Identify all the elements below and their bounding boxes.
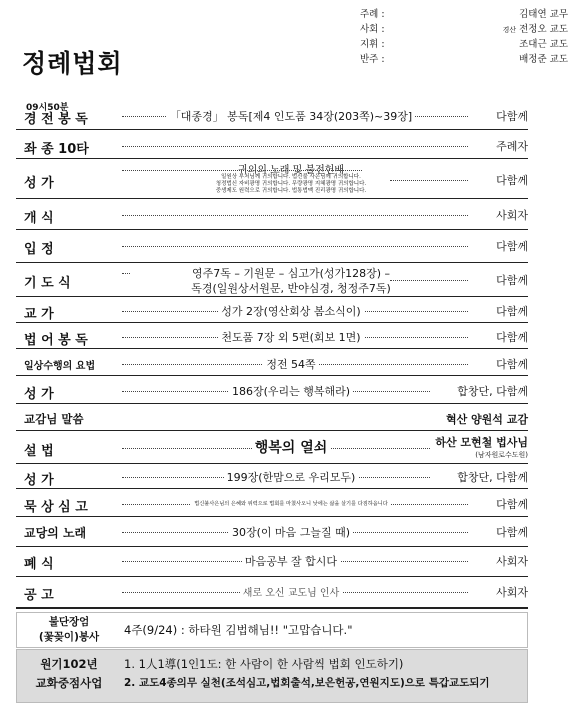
- divider: [16, 348, 528, 349]
- program-item-label: 교 가: [24, 307, 54, 322]
- divider: [16, 296, 528, 297]
- divider: [16, 322, 528, 323]
- divider: [16, 129, 528, 130]
- program-item-label: 기 도 식: [24, 276, 71, 291]
- program-item-performer: 사회자: [496, 555, 528, 568]
- divider: [16, 198, 528, 199]
- program-item-detail-line: 일원상 부처님께 귀의합니다. 법신불 사은님께 귀의합니다.: [221, 174, 361, 180]
- program-item-label: 법 어 봉 독: [24, 333, 88, 348]
- leader-dots: [390, 180, 468, 181]
- program-item-label: 성 가: [24, 473, 54, 488]
- offering-label-1: 불단장엄: [48, 616, 90, 628]
- officer-name: 전정오 교도: [519, 24, 568, 35]
- program-item-performer: 사회자: [496, 209, 528, 222]
- divider: [16, 576, 528, 577]
- program-item-detail: 법신불사은님의 은혜와 위력으로 법회를 마쳤사오니 낮에는 삶을 살기를 다짐하옵니다: [122, 500, 460, 507]
- offering-label-2: (꽃꽂이)봉사: [38, 631, 100, 643]
- program-item-detail: 186장(우리는 행복해라): [122, 383, 460, 399]
- leader-dots: [122, 146, 468, 147]
- program-item-detail: 30장(이 마음 그늘질 때): [122, 524, 460, 540]
- officer-prefix: 경산: [502, 26, 517, 34]
- officer-role: 주례 :: [360, 9, 385, 20]
- officer-name: 조대근 교도: [519, 39, 568, 50]
- program-item-label: 설 법: [24, 444, 54, 459]
- program-item-performer: 다함께: [496, 305, 528, 318]
- divider: [16, 430, 528, 431]
- program-item-label: 일상수행의 요법: [24, 361, 96, 372]
- divider: [16, 516, 528, 517]
- program-item-performer: 다함께: [496, 274, 528, 287]
- divider: [16, 403, 528, 404]
- leader-dots: [122, 215, 468, 216]
- campaign-label-2: 교화중점사업: [35, 676, 103, 690]
- officer-role: 지휘 :: [360, 39, 385, 50]
- program-item-performer: 사회자: [496, 586, 528, 599]
- divider: [16, 262, 528, 263]
- divider: [16, 375, 528, 376]
- officer-role: 반주 :: [360, 54, 385, 65]
- campaign-line-1: 1. 1人1導(1인1도: 한 사람이 한 사람씩 법회 인도하기): [124, 657, 404, 671]
- program-item-performer: 다함께: [496, 331, 528, 344]
- program-item-performer: 다함께: [496, 498, 528, 511]
- program-item-performer: 다함께: [496, 240, 528, 253]
- program-item-label: 성 가: [24, 176, 54, 191]
- program-item-label: 공 고: [24, 588, 54, 603]
- program-item-label: 묵 상 심 고: [24, 500, 88, 515]
- divider: [16, 546, 528, 547]
- offering-text: 4주(9/24) : 하타원 김법해님!! "고맙습니다.": [124, 623, 353, 637]
- program-item-label: 개 식: [24, 211, 54, 226]
- program-item-detail: 199장(한맘으로 우리모두): [122, 469, 460, 485]
- program-item-detail: 새로 오신 교도님 인사: [122, 584, 460, 599]
- officer-name: 김태연 교무: [519, 9, 568, 20]
- page-title: 정례법회: [22, 49, 123, 78]
- program-item-performer-sub: (남자원로수도원): [475, 451, 528, 459]
- sermon-title: 행복의 열쇠: [122, 437, 460, 457]
- program-item-label: 좌 종 10타: [24, 142, 89, 157]
- program-item-detail: 성가 2장(영산회상 봄소식이): [122, 303, 460, 319]
- program-item-detail-line: 중생제도 원력으로 귀의합니다. 법통법맥 진리광명 귀의합니다.: [215, 188, 367, 194]
- service-time: 09시50분: [26, 103, 69, 113]
- footer-divider: [16, 607, 528, 609]
- program-item-label: 폐 식: [24, 557, 54, 572]
- officer-role: 사회 :: [360, 24, 385, 35]
- program-item-performer: 다함께: [496, 358, 528, 371]
- officer-name-wrap: [418, 21, 568, 35]
- leader-dots: [122, 170, 362, 171]
- program-item-performer: 합창단, 다함께: [457, 385, 528, 398]
- divider: [16, 488, 528, 489]
- divider: [16, 463, 528, 464]
- program-item-performer: 혁산 양원석 교감: [445, 413, 528, 426]
- leader-dots: [122, 273, 130, 274]
- program-item-detail: 천도품 7장 외 5편(회보 1면): [122, 329, 460, 345]
- program-item-detail-line: 영주7독 – 기원문 – 심고가(성가128장) –: [122, 265, 460, 281]
- campaign-label-1: 원기102년: [40, 657, 98, 671]
- program-item-performer: 다함께: [496, 526, 528, 539]
- officer-name: 배정준 교도: [519, 54, 568, 65]
- program-item-detail-line: 청정법신 자비광명 귀의합니다. 무량광명 지혜광명 귀의합니다.: [215, 181, 367, 187]
- program-item-label: 성 가: [24, 387, 54, 402]
- program-item-performer: 다함께: [496, 174, 528, 187]
- leader-dots: [390, 280, 468, 281]
- program-item-label: 교감님 말씀: [24, 412, 84, 426]
- divider: [16, 229, 528, 230]
- program-item-label: 경 전 봉 독: [24, 112, 88, 127]
- program-item-performer: 하산 모현철 법사님: [435, 436, 528, 449]
- program-item-detail-title: 귀의의 노래 및 불전헌배: [122, 161, 460, 176]
- program-item-detail: 「대종경」 봉독[제4 인도품 34장(203쪽)~39장]: [122, 108, 460, 124]
- program-item-detail: 정전 54쪽: [122, 356, 460, 372]
- leader-dots: [122, 246, 468, 247]
- program-item-performer: 주례자: [496, 140, 528, 153]
- program-item-performer: 다함께: [496, 110, 528, 123]
- campaign-line-2: 2. 교도4종의무 실천(조석심고,법회출석,보은헌공,연원지도)으로 특갑교도되기: [124, 677, 490, 689]
- program-item-performer: 합창단, 다함께: [457, 471, 528, 484]
- program-item-label: 교당의 노래: [24, 526, 87, 540]
- program-item-label: 입 정: [24, 242, 54, 257]
- program-item-detail-line: 독경(일원상서원문, 반야심경, 청정주7독): [122, 280, 460, 296]
- divider: [16, 158, 528, 159]
- program-item-detail: 마음공부 잘 합시다: [122, 553, 460, 569]
